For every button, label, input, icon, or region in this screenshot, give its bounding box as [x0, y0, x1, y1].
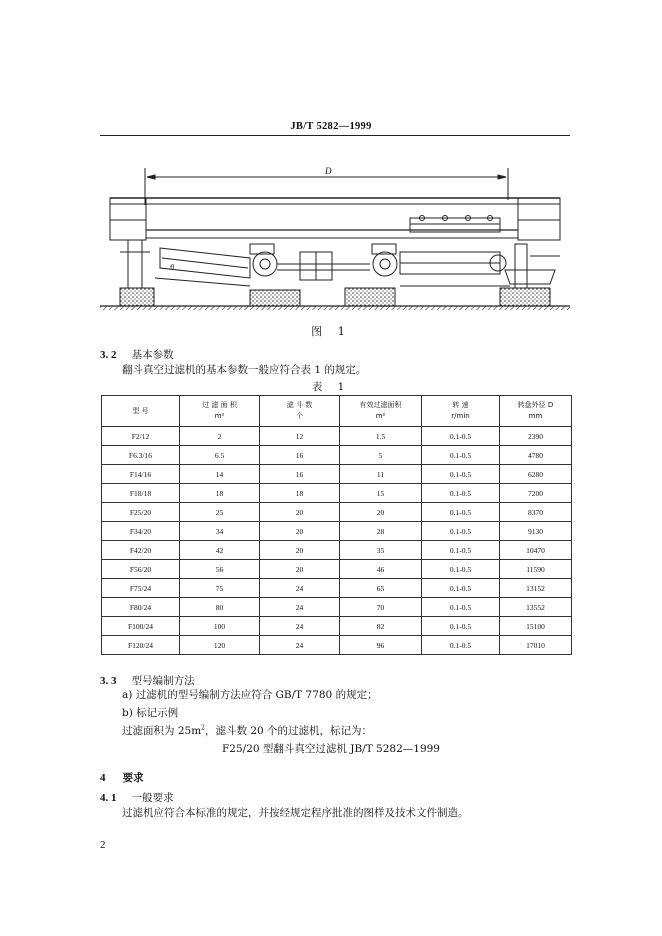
table-cell: 0.1-0.5: [422, 541, 500, 560]
table-cell: 18: [260, 484, 340, 503]
header-unit: m²: [214, 412, 225, 420]
item-b: b) 标记示例: [122, 707, 179, 719]
table-cell: 20: [340, 503, 422, 522]
example-superscript: 2: [201, 724, 205, 732]
header-label: 过 滤 面 积: [202, 401, 237, 409]
table-caption: 表 1: [311, 381, 351, 393]
table-cell: 24: [260, 579, 340, 598]
header-label: 转 速: [452, 401, 469, 409]
table-cell: F2/12: [102, 427, 180, 446]
table-row: [102, 503, 572, 522]
table-header-row: [102, 396, 572, 427]
table-body: [102, 427, 572, 655]
table-cell: 56: [180, 560, 260, 579]
page-number: 2: [100, 839, 106, 851]
marking-example-text: [122, 723, 372, 738]
table-cell: 24: [260, 636, 340, 655]
table-cell: 0.1-0.5: [422, 579, 500, 598]
table-cell: 20: [260, 541, 340, 560]
marking-example: F25/20 型翻斗真空过滤机 JB/T 5282—1999: [222, 743, 440, 755]
table-cell: 4780: [500, 446, 572, 465]
svg-text:fl: fl: [170, 264, 175, 272]
table-row: [102, 446, 572, 465]
header-label: 滤 斗 数: [286, 401, 313, 409]
header-rule: [100, 135, 570, 136]
header-unit: r/min: [451, 412, 470, 420]
table-cell: 15100: [500, 617, 572, 636]
table-cell: F14/16: [102, 465, 180, 484]
table-header-cell: [180, 396, 260, 427]
table-cell: 0.1-0.5: [422, 446, 500, 465]
figure-caption: 图 1: [311, 325, 351, 338]
table-cell: 42: [180, 541, 260, 560]
table-cell: 2390: [500, 427, 572, 446]
table-cell: 65: [340, 579, 422, 598]
table-header-cell: [422, 396, 500, 427]
section-3-2-heading: [100, 343, 174, 362]
section-title: 一般要求: [131, 792, 174, 804]
section-3-3-heading: [100, 669, 195, 688]
table-cell: 70: [340, 598, 422, 617]
table-row: [102, 484, 572, 503]
table-row: [102, 560, 572, 579]
table-cell: 82: [340, 617, 422, 636]
table-cell: 24: [260, 598, 340, 617]
table-cell: 0.1-0.5: [422, 503, 500, 522]
table-row: [102, 579, 572, 598]
table-cell: 6280: [500, 465, 572, 484]
table-cell: 1.5: [340, 427, 422, 446]
header-unit: m²: [375, 412, 386, 420]
table-cell: 0.1-0.5: [422, 617, 500, 636]
table-cell: 13152: [500, 579, 572, 598]
section-number: 3. 3: [100, 675, 117, 687]
table-cell: 16: [260, 446, 340, 465]
item-a: a) 过滤机的型号编制方法应符合 GB/T 7780 的规定；: [122, 689, 378, 701]
section-number: 4. 1: [100, 792, 117, 804]
table-row: [102, 617, 572, 636]
table-cell: 100: [180, 617, 260, 636]
table-cell: 28: [340, 522, 422, 541]
example-prefix: 过滤面积为 25m: [122, 725, 202, 737]
header-unit: 个: [296, 412, 303, 420]
section-title: 型号编制方法: [131, 675, 195, 687]
table-cell: 17010: [500, 636, 572, 655]
table-row: [102, 541, 572, 560]
table-header-cell: [102, 396, 180, 427]
table-row: [102, 636, 572, 655]
table-cell: 0.1-0.5: [422, 465, 500, 484]
table-cell: 14: [180, 465, 260, 484]
header-label: 型 号: [132, 406, 149, 415]
table-cell: 0.1-0.5: [422, 560, 500, 579]
section-number: 3. 2: [100, 349, 117, 361]
table-cell: 20: [260, 522, 340, 541]
table-cell: 18: [180, 484, 260, 503]
table-row: [102, 598, 572, 617]
table-cell: F56/20: [102, 560, 180, 579]
table-row: [102, 522, 572, 541]
table-cell: 13552: [500, 598, 572, 617]
table-cell: 5: [340, 446, 422, 465]
table-cell: 8370: [500, 503, 572, 522]
section-4-heading: [100, 766, 144, 785]
machine-drawing: [100, 160, 570, 320]
table-cell: F25/20: [102, 503, 180, 522]
section-number: 4: [100, 772, 106, 784]
table-cell: 11590: [500, 560, 572, 579]
table-cell: 0.1-0.5: [422, 522, 500, 541]
table-cell: 20: [260, 503, 340, 522]
example-suffix: ，滤斗数 20 个的过滤机，标记为：: [204, 725, 373, 737]
table-cell: 46: [340, 560, 422, 579]
header-label: 转盘外径 D: [517, 401, 554, 409]
table-cell: 15: [340, 484, 422, 503]
table-cell: 0.1-0.5: [422, 427, 500, 446]
parameters-table: [101, 395, 572, 655]
section-title: 要求: [122, 772, 144, 784]
page-header: JB/T 5282—1999: [290, 121, 372, 132]
table-cell: F6.3/16: [102, 446, 180, 465]
table-cell: 9130: [500, 522, 572, 541]
section-title: 基本参数: [131, 349, 174, 361]
table-cell: 6.5: [180, 446, 260, 465]
table-cell: 25: [180, 503, 260, 522]
table-cell: 34: [180, 522, 260, 541]
section-3-2-text: 翻斗真空过滤机的基本参数一般应符合表 1 的规定。: [122, 364, 367, 376]
header-unit: mm: [528, 412, 543, 420]
table-row: [102, 465, 572, 484]
table-cell: 2: [180, 427, 260, 446]
table-cell: 75: [180, 579, 260, 598]
table-cell: F42/20: [102, 541, 180, 560]
table-cell: 20: [260, 560, 340, 579]
table-header-cell: [340, 396, 422, 427]
table-cell: F80/24: [102, 598, 180, 617]
table-cell: 80: [180, 598, 260, 617]
table-cell: 12: [260, 427, 340, 446]
table-cell: 16: [260, 465, 340, 484]
section-4-1-heading: [100, 786, 174, 805]
table-cell: 11: [340, 465, 422, 484]
table-cell: F18/18: [102, 484, 180, 503]
table-cell: F100/24: [102, 617, 180, 636]
table-cell: 24: [260, 617, 340, 636]
table-cell: 0.1-0.5: [422, 484, 500, 503]
table-cell: F120/24: [102, 636, 180, 655]
section-4-1-text: 过滤机应符合本标准的规定，并按经规定程序批准的图样及技术文件制造。: [122, 807, 469, 819]
table-cell: 7200: [500, 484, 572, 503]
header-label: 有效过滤面积: [359, 401, 402, 409]
table-cell: 10470: [500, 541, 572, 560]
table-cell: 120: [180, 636, 260, 655]
table-cell: 96: [340, 636, 422, 655]
table-cell: 0.1-0.5: [422, 598, 500, 617]
table-cell: F34/20: [102, 522, 180, 541]
table-header-cell: [500, 396, 572, 427]
table-cell: 35: [340, 541, 422, 560]
table-cell: F75/24: [102, 579, 180, 598]
table-row: [102, 427, 572, 446]
table-cell: 0.1-0.5: [422, 636, 500, 655]
table-header-cell: [260, 396, 340, 427]
dimension-label: D: [325, 166, 332, 176]
